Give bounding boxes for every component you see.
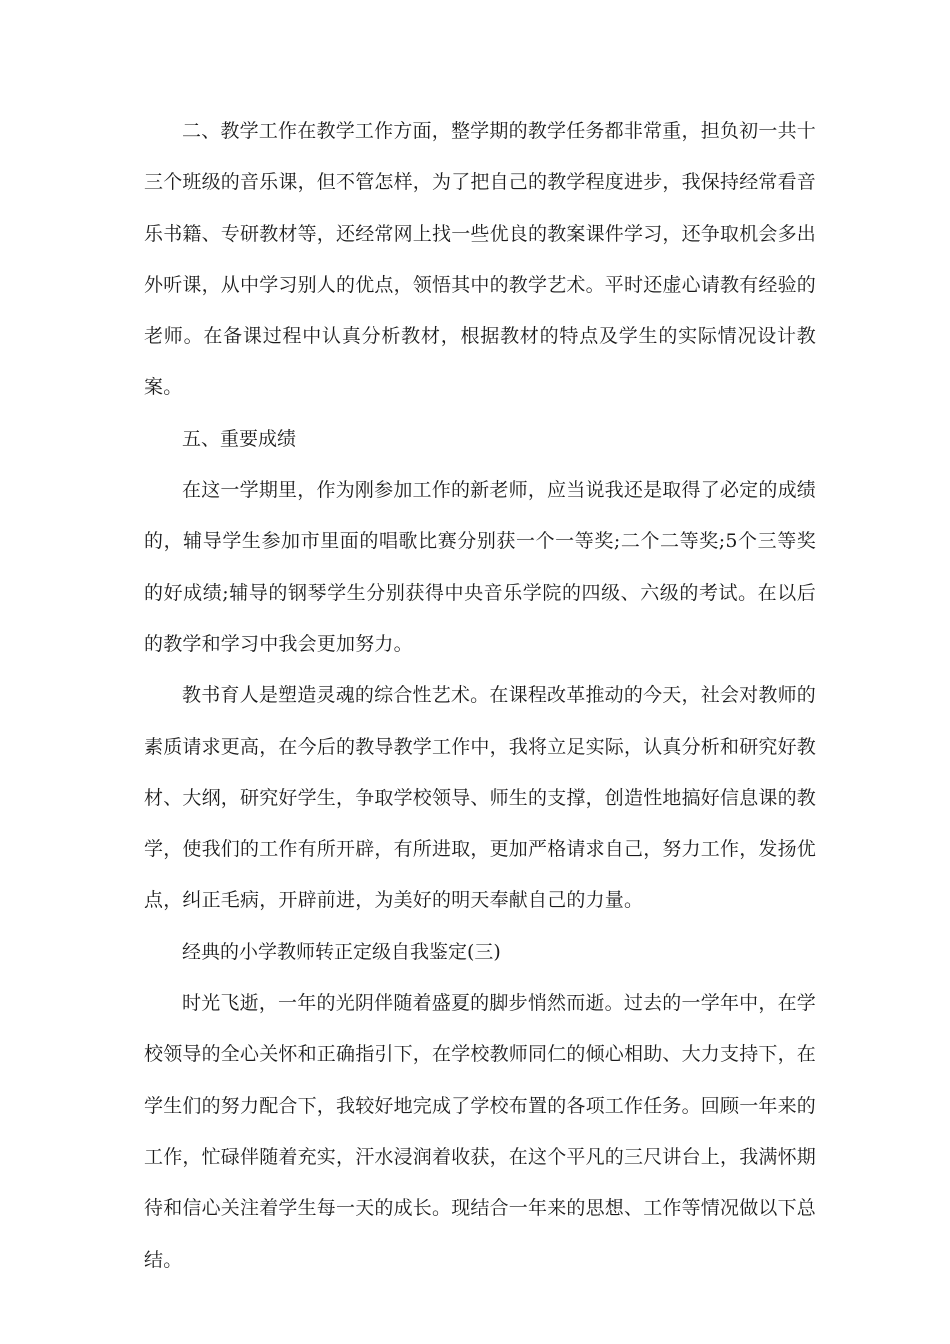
paragraph-conclusion: 教书育人是塑造灵魂的综合性艺术。在课程改革推动的今天，社会对教师的素质请求更高，在今后的教导教学工作中，我将立足实际，认真分析和研究好教材、大纲，研究好学生，争取学校领导、师生的支撑，创造性地搞好信息课的教学，使我们的工作有所开辟，有所进取，更加严格请求自己，努力工作，发扬优点，纠正毛病，开辟前进，为美好的明天奉献自己的力量。 <box>144 684 817 912</box>
document-body <box>144 106 816 1286</box>
section-heading-part-three: 经典的小学教师转正定级自我鉴定(三) <box>182 940 501 963</box>
paragraph-teaching-work: 二、教学工作在教学工作方面，整学期的教学任务都非常重，担负初一共十三个班级的音乐课，但不管怎样，为了把自己的教学程度进步，我保持经常看音乐书籍、专研教材等，还经常网上找一些优良的教案课件学习，还争取机会多出外听课，从中学习别人的优点，领悟其中的教学艺术。平时还虚心请教有经验的老师。在备课过程中认真分析教材，根据教材的特点及学生的实际情况设计教案。 <box>144 120 817 399</box>
paragraph-summary-intro: 时光飞逝，一年的光阴伴随着盛夏的脚步悄然而逝。过去的一学年中，在学校领导的全心关怀和正确指引下，在学校教师同仁的倾心相助、大力支持下，在学生们的努力配合下，我较好地完成了学校布置的各项工作任务。回顾一年来的工作，忙碌伴随着充实，汗水浸润着收获，在这个平凡的三尺讲台上，我满怀期待和信心关注着学生每一天的成长。现结合一年来的思想、工作等情况做以下总结。 <box>144 992 817 1271</box>
paragraph-achievements: 在这一学期里，作为刚参加工作的新老师，应当说我还是取得了必定的成绩的，辅导学生参加市里面的唱歌比赛分别获一个一等奖;二个二等奖;5个三等奖的好成绩;辅导的钢琴学生分别获得中央音乐学院的四级、六级的考试。在以后的教学和学习中我会更加努力。 <box>144 479 816 655</box>
section-heading-achievements: 五、重要成绩 <box>182 427 297 450</box>
